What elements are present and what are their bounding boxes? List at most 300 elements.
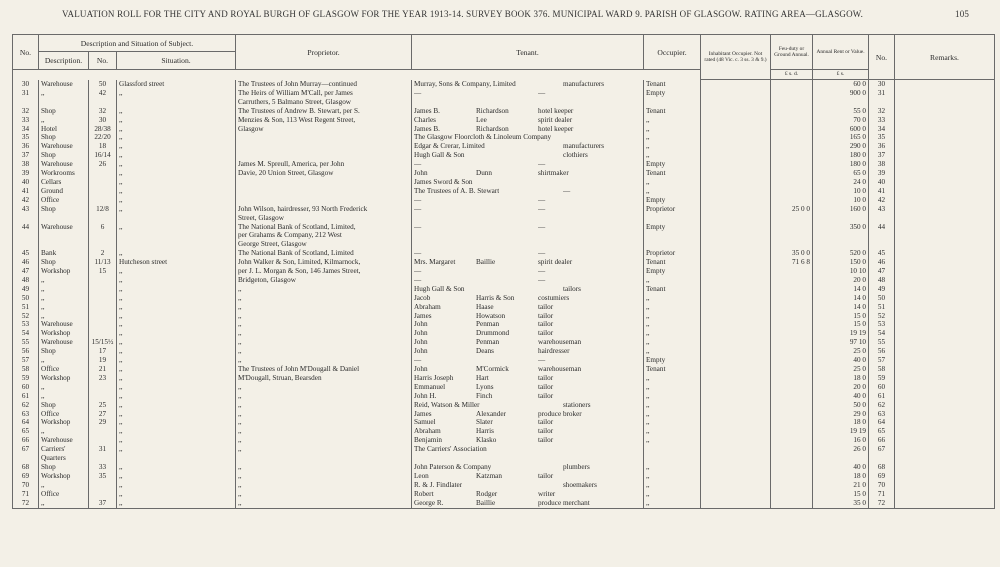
entry-description: ,, bbox=[39, 499, 89, 508]
tenant-name: James bbox=[414, 409, 432, 418]
entry-street-number bbox=[89, 169, 117, 178]
entry-description: Hotel bbox=[39, 125, 89, 134]
entry-street-number: 35 bbox=[89, 472, 117, 481]
table-row bbox=[13, 472, 995, 481]
entry-number bbox=[13, 214, 39, 223]
entry-remarks bbox=[895, 276, 995, 285]
entry-remarks bbox=[895, 401, 995, 410]
entry-inhabitant bbox=[701, 178, 771, 187]
entry-situation: ,, bbox=[117, 365, 236, 374]
entry-occupier: Empty bbox=[644, 223, 701, 232]
entry-number-right: 66 bbox=[869, 436, 895, 445]
entry-description: Workshop bbox=[39, 329, 89, 338]
entry-description: ,, bbox=[39, 294, 89, 303]
entry-proprietor: M'Dougall, Struan, Bearsden bbox=[236, 374, 412, 383]
entry-street-number: 21 bbox=[89, 365, 117, 374]
entry-tenant bbox=[412, 463, 644, 472]
tenant-name: — bbox=[414, 88, 422, 97]
entry-proprietor: Street, Glasgow bbox=[236, 214, 412, 223]
entry-tenant bbox=[412, 285, 644, 294]
entry-occupier: ,, bbox=[644, 410, 701, 419]
entry-situation: Hutcheson street bbox=[117, 258, 236, 267]
table-row bbox=[13, 418, 995, 427]
table-row bbox=[13, 303, 995, 312]
entry-inhabitant bbox=[701, 472, 771, 481]
entry-annual-rent bbox=[813, 214, 869, 223]
entry-remarks bbox=[895, 320, 995, 329]
table-row bbox=[13, 427, 995, 436]
entry-feu-duty bbox=[771, 329, 813, 338]
entry-tenant bbox=[412, 436, 644, 445]
entry-situation bbox=[117, 240, 236, 249]
entry-feu-duty bbox=[771, 472, 813, 481]
table-row bbox=[13, 276, 995, 285]
entry-occupier: ,, bbox=[644, 383, 701, 392]
col-remarks: Remarks. bbox=[895, 35, 995, 80]
entry-situation: ,, bbox=[117, 125, 236, 134]
tenant-trade: spirit dealer bbox=[538, 258, 573, 267]
entry-proprietor bbox=[236, 187, 412, 196]
entry-tenant bbox=[412, 294, 644, 303]
entry-annual-rent: 20 0 bbox=[813, 276, 869, 285]
entry-number-right: 48 bbox=[869, 276, 895, 285]
entry-number: 50 bbox=[13, 294, 39, 303]
entry-tenant bbox=[412, 169, 644, 178]
entry-number: 55 bbox=[13, 338, 39, 347]
entry-remarks bbox=[895, 267, 995, 276]
entry-inhabitant bbox=[701, 499, 771, 508]
entry-remarks bbox=[895, 98, 995, 107]
entry-inhabitant bbox=[701, 427, 771, 436]
entry-number: 59 bbox=[13, 374, 39, 383]
entry-proprietor bbox=[236, 178, 412, 187]
table-row bbox=[13, 249, 995, 258]
entry-annual-rent: 18 0 bbox=[813, 374, 869, 383]
tenant-trade: hotel keeper bbox=[538, 106, 574, 115]
tenant-surname: Lee bbox=[476, 115, 487, 124]
entry-occupier: ,, bbox=[644, 463, 701, 472]
entry-occupier: ,, bbox=[644, 436, 701, 445]
entry-street-number bbox=[89, 427, 117, 436]
entry-description: Workrooms bbox=[39, 169, 89, 178]
entry-street-number: 2 bbox=[89, 249, 117, 258]
entry-occupier bbox=[644, 214, 701, 223]
table-row bbox=[13, 312, 995, 321]
tenant-name: Murray, Sons & Company, Limited bbox=[414, 79, 516, 88]
entry-inhabitant bbox=[701, 338, 771, 347]
tenant-surname: Penman bbox=[476, 320, 500, 329]
entry-street-number bbox=[89, 178, 117, 187]
entry-inhabitant bbox=[701, 454, 771, 463]
tenant-name: Charles bbox=[414, 115, 436, 124]
entry-description bbox=[39, 240, 89, 249]
entry-situation: ,, bbox=[117, 374, 236, 383]
tenant-name: — bbox=[414, 160, 422, 169]
entry-number-right: 30 bbox=[869, 80, 895, 89]
entry-feu-duty bbox=[771, 231, 813, 240]
entry-feu-duty: 35 0 0 bbox=[771, 249, 813, 258]
entry-annual-rent: 40 0 bbox=[813, 356, 869, 365]
entry-situation: ,, bbox=[117, 499, 236, 508]
entry-feu-duty bbox=[771, 187, 813, 196]
tenant-name: John bbox=[414, 329, 428, 338]
table-row bbox=[13, 267, 995, 276]
entry-tenant bbox=[412, 98, 644, 107]
entry-street-number: 19 bbox=[89, 356, 117, 365]
col-feu: Feu-duty or Ground Annual. bbox=[771, 35, 813, 70]
entry-situation: ,, bbox=[117, 427, 236, 436]
tenant-trade: — bbox=[538, 195, 546, 204]
tenant-trade: — bbox=[538, 160, 546, 169]
entry-inhabitant bbox=[701, 276, 771, 285]
entry-feu-duty bbox=[771, 365, 813, 374]
entry-feu-duty bbox=[771, 285, 813, 294]
entry-inhabitant bbox=[701, 116, 771, 125]
entry-street-number: 17 bbox=[89, 347, 117, 356]
entry-situation: ,, bbox=[117, 133, 236, 142]
entry-description: Workshop bbox=[39, 418, 89, 427]
entry-tenant bbox=[412, 490, 644, 499]
entry-description: Office bbox=[39, 410, 89, 419]
tenant-trade: — bbox=[538, 275, 546, 284]
entry-number-right: 34 bbox=[869, 125, 895, 134]
tenant-trade: — bbox=[538, 267, 546, 276]
entry-annual-rent bbox=[813, 240, 869, 249]
entry-annual-rent: 65 0 bbox=[813, 169, 869, 178]
entry-remarks bbox=[895, 116, 995, 125]
entry-description: Workshop bbox=[39, 267, 89, 276]
entry-street-number: 15/15½ bbox=[89, 338, 117, 347]
entry-annual-rent: 14 0 bbox=[813, 303, 869, 312]
entry-number-right: 46 bbox=[869, 258, 895, 267]
entry-occupier: ,, bbox=[644, 481, 701, 490]
entry-number: 69 bbox=[13, 472, 39, 481]
tenant-trade: produce broker bbox=[538, 409, 582, 418]
entry-remarks bbox=[895, 481, 995, 490]
entry-occupier: ,, bbox=[644, 329, 701, 338]
entry-number-right: 55 bbox=[869, 338, 895, 347]
entry-inhabitant bbox=[701, 303, 771, 312]
entry-inhabitant bbox=[701, 169, 771, 178]
entry-inhabitant bbox=[701, 383, 771, 392]
tenant-trade: hotel keeper bbox=[538, 124, 574, 133]
entry-proprietor: The National Bank of Scotland, Limited, bbox=[236, 223, 412, 232]
entry-tenant bbox=[412, 418, 644, 427]
entry-number-right: 56 bbox=[869, 347, 895, 356]
entry-occupier: ,, bbox=[644, 374, 701, 383]
entry-feu-duty bbox=[771, 320, 813, 329]
entry-proprietor bbox=[236, 151, 412, 160]
entry-proprietor: ,, bbox=[236, 383, 412, 392]
entry-proprietor: George Street, Glasgow bbox=[236, 240, 412, 249]
entry-number-right: 39 bbox=[869, 169, 895, 178]
entry-occupier: ,, bbox=[644, 472, 701, 481]
entry-number-right: 35 bbox=[869, 133, 895, 142]
col-tenant: Tenant. bbox=[412, 35, 644, 70]
tenant-trade: plumbers bbox=[563, 462, 590, 471]
entry-remarks bbox=[895, 410, 995, 419]
tenant-trade: clothiers bbox=[563, 151, 588, 160]
tenant-trade: writer bbox=[538, 489, 556, 498]
entry-inhabitant bbox=[701, 347, 771, 356]
entry-number: 45 bbox=[13, 249, 39, 258]
entry-street-number: 31 bbox=[89, 445, 117, 454]
entry-number: 37 bbox=[13, 151, 39, 160]
entry-feu-duty bbox=[771, 481, 813, 490]
entry-remarks bbox=[895, 169, 995, 178]
entry-annual-rent bbox=[813, 454, 869, 463]
entry-remarks bbox=[895, 294, 995, 303]
entry-description: Shop bbox=[39, 151, 89, 160]
entry-occupier: ,, bbox=[644, 125, 701, 134]
entry-description: Shop bbox=[39, 463, 89, 472]
entry-tenant bbox=[412, 196, 644, 205]
entry-annual-rent: 40 0 bbox=[813, 463, 869, 472]
valuation-roll-table bbox=[12, 34, 994, 552]
tenant-trade: — bbox=[538, 88, 546, 97]
entry-situation: ,, bbox=[117, 329, 236, 338]
entry-situation: ,, bbox=[117, 410, 236, 419]
entry-tenant bbox=[412, 401, 644, 410]
entry-tenant bbox=[412, 454, 644, 463]
entry-number: 44 bbox=[13, 223, 39, 232]
entry-description: Shop bbox=[39, 401, 89, 410]
tenant-name: — bbox=[414, 267, 422, 276]
tenant-name: James B. bbox=[414, 106, 440, 115]
entry-feu-duty bbox=[771, 142, 813, 151]
entry-situation: ,, bbox=[117, 392, 236, 401]
tenant-trade: tailor bbox=[538, 436, 554, 445]
entry-street-number bbox=[89, 240, 117, 249]
entry-street-number bbox=[89, 392, 117, 401]
tenant-name: Jacob bbox=[414, 293, 431, 302]
tenant-trade: shirtmaker bbox=[538, 169, 569, 178]
col-no: No. bbox=[13, 35, 39, 70]
entry-situation: Glassford street bbox=[117, 80, 236, 89]
tenant-trade: stationers bbox=[563, 400, 591, 409]
entry-proprietor: ,, bbox=[236, 410, 412, 419]
table-row bbox=[13, 187, 995, 196]
entry-annual-rent: 290 0 bbox=[813, 142, 869, 151]
entry-feu-duty bbox=[771, 401, 813, 410]
entry-inhabitant bbox=[701, 142, 771, 151]
entry-number: 39 bbox=[13, 169, 39, 178]
entry-tenant bbox=[412, 374, 644, 383]
entry-number-right: 52 bbox=[869, 312, 895, 321]
table-row bbox=[13, 365, 995, 374]
entry-number-right: 47 bbox=[869, 267, 895, 276]
entry-annual-rent: 40 0 bbox=[813, 392, 869, 401]
entry-tenant bbox=[412, 320, 644, 329]
entry-description: ,, bbox=[39, 89, 89, 98]
tenant-surname: Katzman bbox=[476, 471, 502, 480]
entry-inhabitant bbox=[701, 231, 771, 240]
entry-feu-duty bbox=[771, 223, 813, 232]
entry-remarks bbox=[895, 445, 995, 454]
entry-occupier: Tenant bbox=[644, 365, 701, 374]
tenant-trade: costumiers bbox=[538, 293, 570, 302]
entry-annual-rent: 18 0 bbox=[813, 418, 869, 427]
entry-inhabitant bbox=[701, 107, 771, 116]
entry-proprietor: Bridgeton, Glasgow bbox=[236, 276, 412, 285]
entry-number: 71 bbox=[13, 490, 39, 499]
entry-feu-duty bbox=[771, 374, 813, 383]
entry-feu-duty bbox=[771, 196, 813, 205]
entry-description: Shop bbox=[39, 205, 89, 214]
entry-inhabitant bbox=[701, 410, 771, 419]
entry-inhabitant bbox=[701, 356, 771, 365]
tenant-name: Harris Joseph bbox=[414, 373, 454, 382]
entry-street-number: 25 bbox=[89, 401, 117, 410]
tenant-surname: Haase bbox=[476, 302, 494, 311]
entry-number-right bbox=[869, 240, 895, 249]
entry-proprietor: John Wilson, hairdresser, 93 North Frederick bbox=[236, 205, 412, 214]
table-row bbox=[13, 445, 995, 454]
entry-feu-duty bbox=[771, 98, 813, 107]
entry-number: 33 bbox=[13, 116, 39, 125]
entry-description: Ground bbox=[39, 187, 89, 196]
tenant-name: John bbox=[414, 347, 428, 356]
entry-street-number: 15 bbox=[89, 267, 117, 276]
table-row bbox=[13, 338, 995, 347]
entry-situation bbox=[117, 454, 236, 463]
entry-tenant bbox=[412, 267, 644, 276]
entry-feu-duty bbox=[771, 418, 813, 427]
entry-proprietor: The Trustees of Andrew B. Stewart, per S. bbox=[236, 107, 412, 116]
entry-proprietor: Carruthers, 5 Balmano Street, Glasgow bbox=[236, 98, 412, 107]
entry-occupier: ,, bbox=[644, 338, 701, 347]
entry-remarks bbox=[895, 499, 995, 508]
table-row bbox=[13, 285, 995, 294]
entry-feu-duty bbox=[771, 427, 813, 436]
entry-street-number bbox=[89, 320, 117, 329]
entry-proprietor: The Trustees of John M'Dougall & Daniel bbox=[236, 365, 412, 374]
entry-tenant bbox=[412, 231, 644, 240]
tenant-surname: Drummond bbox=[476, 329, 510, 338]
entry-remarks bbox=[895, 223, 995, 232]
entry-street-number: 28/38 bbox=[89, 125, 117, 134]
entry-inhabitant bbox=[701, 98, 771, 107]
entry-feu-duty bbox=[771, 80, 813, 89]
entry-number: 49 bbox=[13, 285, 39, 294]
entry-remarks bbox=[895, 205, 995, 214]
tenant-trade: tailor bbox=[538, 418, 554, 427]
entry-description: ,, bbox=[39, 285, 89, 294]
entry-remarks bbox=[895, 312, 995, 321]
entry-occupier: ,, bbox=[644, 276, 701, 285]
tenant-trade: tailor bbox=[538, 391, 554, 400]
entry-number bbox=[13, 231, 39, 240]
table-row bbox=[13, 294, 995, 303]
entry-number-right: 43 bbox=[869, 205, 895, 214]
entry-remarks bbox=[895, 427, 995, 436]
entry-street-number: 50 bbox=[89, 80, 117, 89]
entry-description: Workshop bbox=[39, 374, 89, 383]
table-row bbox=[13, 329, 995, 338]
entry-street-number: 12/8 bbox=[89, 205, 117, 214]
entry-number-right bbox=[869, 98, 895, 107]
tenant-name: John bbox=[414, 365, 428, 373]
entry-inhabitant bbox=[701, 125, 771, 134]
entry-number-right: 71 bbox=[869, 490, 895, 499]
entry-annual-rent: 29 0 bbox=[813, 410, 869, 419]
entry-annual-rent: 900 0 bbox=[813, 89, 869, 98]
entry-inhabitant bbox=[701, 205, 771, 214]
entry-description: Shop bbox=[39, 107, 89, 116]
entry-description: Warehouse bbox=[39, 338, 89, 347]
table-row bbox=[13, 454, 995, 463]
entry-tenant bbox=[412, 240, 644, 249]
entry-description: Workshop bbox=[39, 472, 89, 481]
entry-annual-rent: 21 0 bbox=[813, 481, 869, 490]
entry-inhabitant bbox=[701, 294, 771, 303]
entry-number-right: 40 bbox=[869, 178, 895, 187]
entry-tenant bbox=[412, 427, 644, 436]
entry-proprietor: ,, bbox=[236, 427, 412, 436]
table-row bbox=[13, 463, 995, 472]
entry-tenant bbox=[412, 472, 644, 481]
entry-inhabitant bbox=[701, 365, 771, 374]
entry-remarks bbox=[895, 347, 995, 356]
tenant-trade: manufacturers bbox=[563, 79, 605, 88]
entry-inhabitant bbox=[701, 196, 771, 205]
entry-number-right: 62 bbox=[869, 401, 895, 410]
col-situation: Situation. bbox=[117, 52, 236, 70]
entry-inhabitant bbox=[701, 285, 771, 294]
tenant-surname: M'Cormick bbox=[476, 365, 509, 373]
tenant-surname: Rodger bbox=[476, 489, 498, 498]
entry-number: 47 bbox=[13, 267, 39, 276]
entry-number: 60 bbox=[13, 383, 39, 392]
entry-number: 51 bbox=[13, 303, 39, 312]
tenant-trade: tailor bbox=[538, 471, 554, 480]
entry-proprietor: per J. L. Morgan & Son, 146 James Street, bbox=[236, 267, 412, 276]
tenant-surname: Baillie bbox=[476, 258, 496, 267]
tenant-trade: — bbox=[563, 186, 571, 195]
col-number: No. bbox=[89, 52, 117, 70]
entry-description: Shop bbox=[39, 347, 89, 356]
entry-situation: ,, bbox=[117, 196, 236, 205]
entry-proprietor: ,, bbox=[236, 436, 412, 445]
entry-annual-rent: 520 0 bbox=[813, 249, 869, 258]
col-rent: Annual Rent or Value. bbox=[813, 35, 869, 70]
entry-street-number bbox=[89, 436, 117, 445]
entry-occupier: Proprietor bbox=[644, 205, 701, 214]
tenant-surname: Richardson bbox=[476, 106, 509, 115]
entry-situation: ,, bbox=[117, 463, 236, 472]
entry-remarks bbox=[895, 187, 995, 196]
entry-situation: ,, bbox=[117, 294, 236, 303]
entry-proprietor: The Trustees of John Murray—continued bbox=[236, 80, 412, 89]
entry-occupier: ,, bbox=[644, 303, 701, 312]
entry-number: 54 bbox=[13, 329, 39, 338]
entry-proprietor: ,, bbox=[236, 401, 412, 410]
entry-tenant bbox=[412, 392, 644, 401]
tenant-surname: Harris & Son bbox=[476, 293, 515, 302]
entry-feu-duty bbox=[771, 347, 813, 356]
entry-occupier: Empty bbox=[644, 267, 701, 276]
entry-number: 42 bbox=[13, 196, 39, 205]
entry-proprietor: ,, bbox=[236, 418, 412, 427]
col-proprietor: Proprietor. bbox=[236, 35, 412, 70]
tenant-name: Hugh Gall & Son bbox=[414, 284, 465, 293]
entry-number: 64 bbox=[13, 418, 39, 427]
entry-feu-duty bbox=[771, 267, 813, 276]
entry-tenant bbox=[412, 356, 644, 365]
entry-proprietor: ,, bbox=[236, 320, 412, 329]
entry-tenant bbox=[412, 107, 644, 116]
entry-situation: ,, bbox=[117, 347, 236, 356]
